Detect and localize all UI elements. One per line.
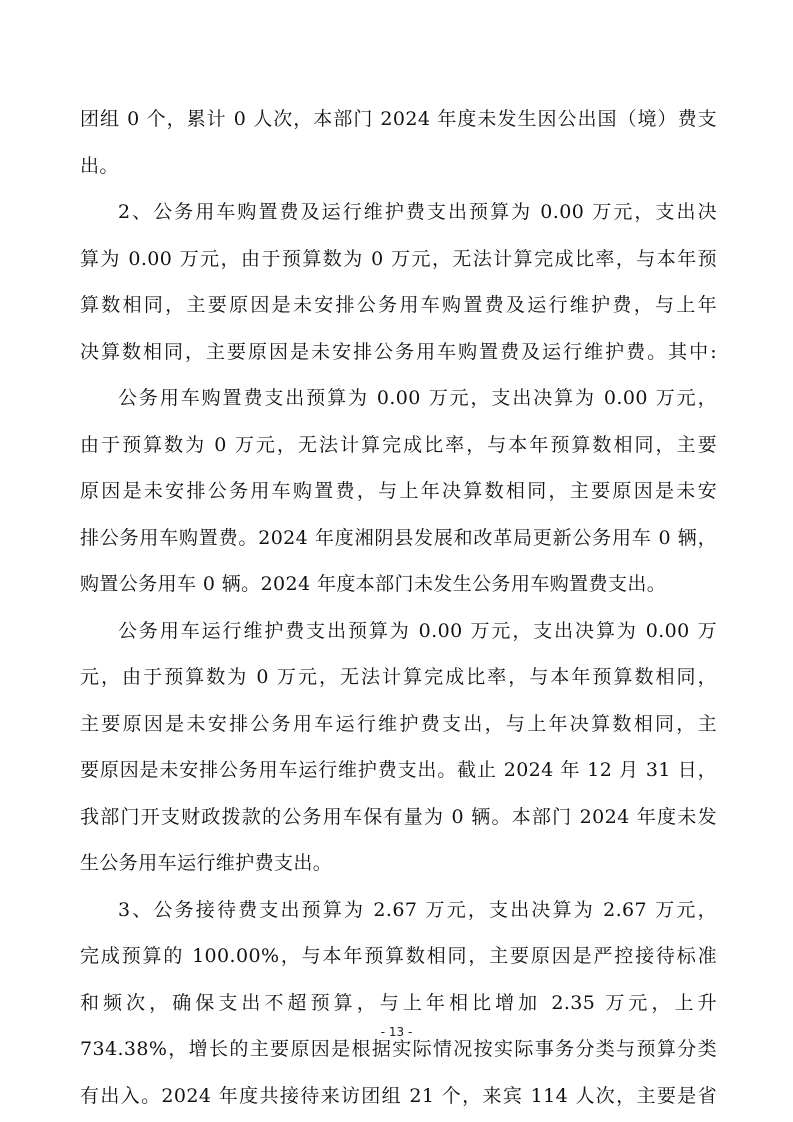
text-line: 734.38%，增长的主要原因是根据实际情况按实际事务分类与预算分类 xyxy=(80,1038,717,1060)
text-line: 生公务用车运行维护费支出。 xyxy=(80,852,333,874)
text-line: 由于预算数为 0 万元，无法计算完成比率，与本年预算数相同，主要 xyxy=(80,433,717,456)
text-line: 出。 xyxy=(80,154,119,177)
text-line: 有出入。2024 年度共接待来访团组 21 个，来宾 114 人次，主要是省 xyxy=(80,1084,717,1107)
text-line: 团组 0 个，累计 0 人次，本部门 2024 年度未发生因公出国（境）费支 xyxy=(80,108,717,130)
text-line: 决算数相同，主要原因是未安排公务用车购置费及运行维护费。其中: xyxy=(80,340,717,363)
text-line: 原因是未安排公务用车购置费，与上年决算数相同，主要原因是未安 xyxy=(80,480,717,502)
page-number: - 13 - xyxy=(380,1025,413,1039)
text-line: 和频次，确保支出不超预算，与上年相比增加 2.35 万元，上升 xyxy=(80,991,717,1014)
text-line: 元，由于预算数为 0 万元，无法计算完成比率，与本年预算数相同， xyxy=(80,666,717,688)
text-line: 排公务用车购置费。2024 年度湘阴县发展和改革局更新公务用车 0 辆， xyxy=(80,526,717,549)
paragraph-3-start: 3、公务接待费支出预算为 2.67 万元，支出决算为 2.67 万元， xyxy=(118,898,717,921)
text-line: 我部门开支财政拨款的公务用车保有量为 0 辆。本部门 2024 年度未发 xyxy=(80,805,717,828)
vehicle-maintenance-paragraph-start: 公务用车运行维护费支出预算为 0.00 万元，支出决算为 0.00 万 xyxy=(118,619,717,642)
text-line: 主要原因是未安排公务用车运行维护费支出，与上年决算数相同，主 xyxy=(80,712,717,735)
text-line: 算为 0.00 万元，由于预算数为 0 万元，无法计算完成比率，与本年预 xyxy=(80,247,717,270)
text-line: 购置公务用车 0 辆。2024 年度本部门未发生公务用车购置费支出。 xyxy=(80,573,667,595)
text-line: 要原因是未安排公务用车运行维护费支出。截止 2024 年 12 月 31 日， xyxy=(80,759,717,781)
paragraph-2-start: 2、公务用车购置费及运行维护费支出预算为 0.00 万元，支出决 xyxy=(118,201,717,223)
text-line: 算数相同，主要原因是未安排公务用车购置费及运行维护费，与上年 xyxy=(80,294,717,316)
body-text xyxy=(80,96,717,1119)
vehicle-purchase-paragraph-start: 公务用车购置费支出预算为 0.00 万元，支出决算为 0.00 万元， xyxy=(118,387,717,409)
text-line: 完成预算的 100.00%，与本年预算数相同，主要原因是严控接待标准 xyxy=(80,945,717,967)
